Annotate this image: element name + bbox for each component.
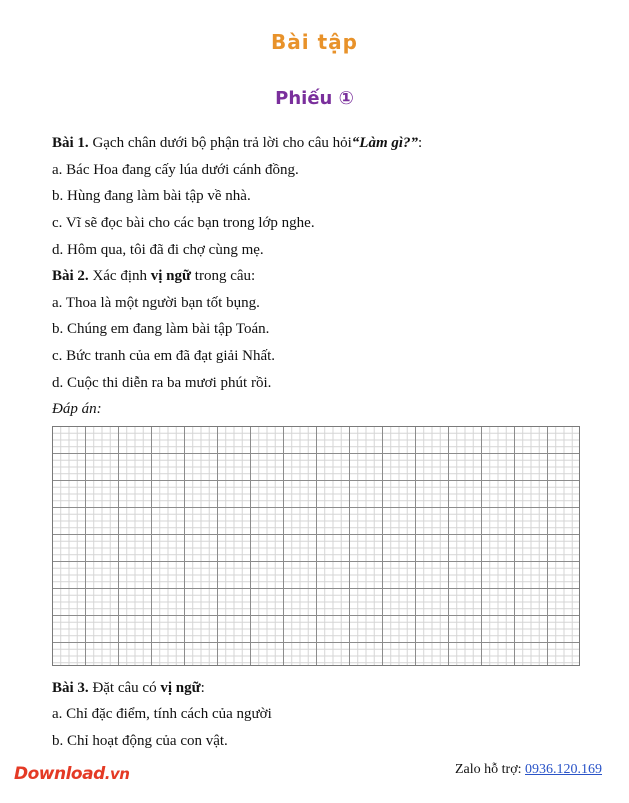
- support-phone-link[interactable]: 0936.120.169: [525, 762, 602, 777]
- exercise-3-label: Bài 3.: [52, 680, 89, 696]
- exercise-3-heading: [52, 679, 205, 697]
- exercise-1-item-b: b. Hùng đang làm bài tập về nhà.: [52, 188, 251, 204]
- exercise-2-item-c: c. Bức tranh của em đã đạt giải Nhất.: [52, 348, 276, 364]
- exercise-3-prompt-after: :: [200, 680, 205, 696]
- exercise-2-label: Bài 2.: [52, 268, 89, 284]
- page-title: Bài tập: [271, 30, 358, 54]
- exercise-1-question: “Làm gì?”: [351, 135, 419, 151]
- exercise-3-item-a: a. Chỉ đặc điểm, tính cách của người: [52, 706, 272, 722]
- exercise-2-keyword: vị ngữ: [150, 268, 192, 284]
- worksheet-title: Phiếu ①: [275, 88, 354, 109]
- exercise-2-item-d: d. Cuộc thi diễn ra ba mươi phút rồi.: [52, 375, 272, 391]
- exercise-3-keyword: vị ngữ: [160, 680, 201, 696]
- answer-label: Đáp án:: [52, 401, 102, 417]
- exercise-1-item-c: c. Vĩ sẽ đọc bài cho các bạn trong lớp nghe.: [52, 215, 315, 231]
- exercise-1-label: Bài 1.: [52, 135, 89, 151]
- exercise-3-prompt-before: Đặt câu có: [88, 680, 161, 696]
- exercise-1-colon: :: [418, 135, 423, 151]
- exercise-2-item-a: a. Thoa là một người bạn tốt bụng.: [52, 295, 260, 311]
- support-contact: [455, 762, 602, 778]
- logo-main-text: Download: [14, 764, 105, 784]
- exercise-1-item-d: d. Hôm qua, tôi đã đi chợ cùng mẹ.: [52, 242, 264, 258]
- exercise-3-item-b: b. Chỉ hoạt động của con vật.: [52, 733, 228, 749]
- exercise-2-heading: [52, 267, 255, 285]
- logo-ext-text: .vn: [104, 765, 130, 783]
- exercise-1-prompt: Gạch chân dưới bộ phận trả lời cho câu hỏi: [88, 135, 352, 151]
- exercise-2-item-b: b. Chúng em đang làm bài tập Toán.: [52, 321, 270, 337]
- exercise-1-item-a: a. Bác Hoa đang cấy lúa dưới cánh đồng.: [52, 162, 299, 178]
- exercise-1-heading: [52, 134, 422, 152]
- download-vn-logo: [14, 764, 129, 784]
- answer-writing-grid[interactable]: [52, 426, 580, 666]
- exercise-2-prompt-before: Xác định: [88, 268, 151, 284]
- exercise-2-prompt-after: trong câu:: [191, 268, 256, 284]
- support-label: Zalo hỗ trợ:: [455, 762, 525, 777]
